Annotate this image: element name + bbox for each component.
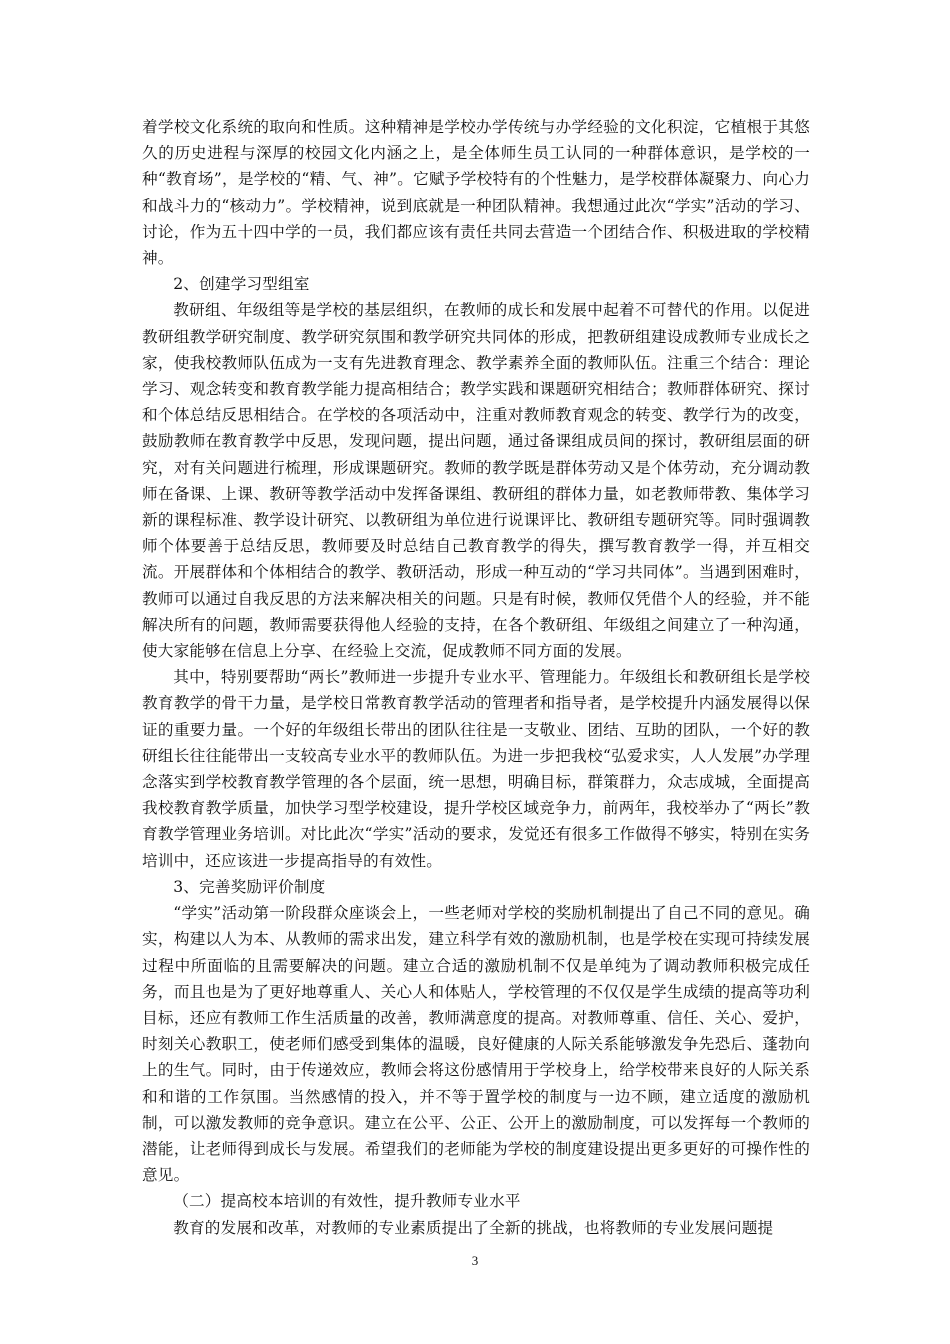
paragraph: 着学校文化系统的取向和性质。这种精神是学校办学传统与办学经验的文化积淀，它植根于其悠久的历史进程与深厚的校园文化内涵之上，是全体师生员工认同的一种群体意识，是学校的一种“教育场”，是学校的“精、气、神”。它赋予学校特有的个性魅力，是学校群体凝聚力、向心力和战斗力的“核动力”。学校精神，说到底就是一种团队精神。我想通过此次“学实”活动的学习、讨论，作为五十四中学的一员，我们都应该有责任共同去营造一个团结合作、积极进取的学校精神。	[142, 118, 810, 268]
paragraph: 教育的发展和改革，对教师的专业素质提出了全新的挑战，也将教师的专业发展问题提	[173, 1218, 774, 1237]
page-number: 3	[471, 1253, 479, 1268]
paragraph: 教研组、年级组等是学校的基层组织，在教师的成长和发展中起着不可替代的作用。以促进教研组教学研究制度、教学研究氛围和教学研究共同体的形成，把教研组建设成教师专业成长之家，使我校教师队伍成为一支有先进教育理念、教学素养全面的教师队伍。注重三个结合：理论学习、观念转变和教育教学能力提高相结合；教学实践和课题研究相结合；教师群体研究、探讨和个体总结反思相结合。在学校的各项活动中，注重对教师教育观念的转变、教学行为的改变，鼓励教师在教育教学中反思，发现问题，提出问题，通过备课组成员间的探讨，教研组层面的研究，对有关问题进行梳理，形成课题研究。教师的教学既是群体劳动又是个体劳动，充分调动教师在备课、上课、教研等教学活动中发挥备课组、教研组的群体力量，如老教师带教、集体学习新的课程标准、教学设计研究、以教研组为单位进行说课评比、教研组专题研究等。同时强调教师个体要善于总结反思，教师要及时总结自己教育教学的得失，撰写教育教学一得，并互相交流。开展群体和个体相结合的教学、教研活动，形成一种互动的“学习共同体”。当遇到困难时，教师可以通过自我反思的方法来解决相关的问题。只是有时候，教师仅凭借个人的经验，并不能解决所有的问题，教师需要获得他人经验的支持，在各个教研组、年级组之间建立了一种沟通，使大家能够在信息上分享、在经验上交流，促成教师不同方面的发展。	[142, 301, 810, 661]
section-heading: 3、完善奖励评价制度	[173, 877, 326, 896]
paragraph: “学实”活动第一阶段群众座谈会上，一些老师对学校的奖励机制提出了自己不同的意见。确实，构建以人为本、从教师的需求出发，建立科学有效的激励机制，也是学校在实现可持续发展过程中所面临的且需要解决的问题。建立合适的激励机制不仅是单纯为了调动教师积极完成任务，而且也是为了更好地尊重人、关心人和体贴人，学校管理的不仅仅是学生成绩的提高等功利目标，还应有教师工作生活质量的改善，教师满意度的提高。对教师尊重、信任、关心、爱护，时刻关心教职工，使老师们感受到集体的温暖，良好健康的人际关系能够激发争先恐后、蓬勃向上的生气。同时，由于传递效应，教师会将这份感情用于学校身上，给学校带来良好的人际关系和和谐的工作氛围。当然感情的投入，并不等于置学校的制度与一边不顾，建立适度的激励机制，可以激发教师的竞争意识。建立在公平、公正、公开上的激励制度，可以发挥每一个教师的潜能，让老师得到成长与发展。希望我们的老师能为学校的制度建设提出更多更好的可操作性的意见。	[142, 904, 810, 1185]
section-heading: （二）提高校本培训的有效性，提升教师专业水平	[173, 1192, 521, 1211]
paragraph: 其中，特别要帮助“两长”教师进一步提升专业水平、管理能力。年级组长和教研组长是学校教育教学的骨干力量，是学校日常教育教学活动的管理者和指导者，是学校提升内涵发展得以保证的重要力量。一个好的年级组长带出的团队往往是一支敬业、团结、互助的团队，一个好的教研组长往往能带出一支较高专业水平的教师队伍。为进一步把我校“弘爱求实，人人发展”办学理念落实到学校教育教学管理的各个层面，统一思想，明确目标，群策群力，众志成城，全面提高我校教育教学质量，加快学习型学校建设，提升学校区域竞争力，前两年，我校举办了“两长”教育教学管理业务培训。对比此次“学实”活动的要求，发觉还有很多工作做得不够实，特别在实务培训中，还应该进一步提高指导的有效性。	[142, 668, 810, 870]
section-heading: 2、创建学习型组室	[173, 275, 310, 294]
document-body	[142, 114, 810, 1241]
